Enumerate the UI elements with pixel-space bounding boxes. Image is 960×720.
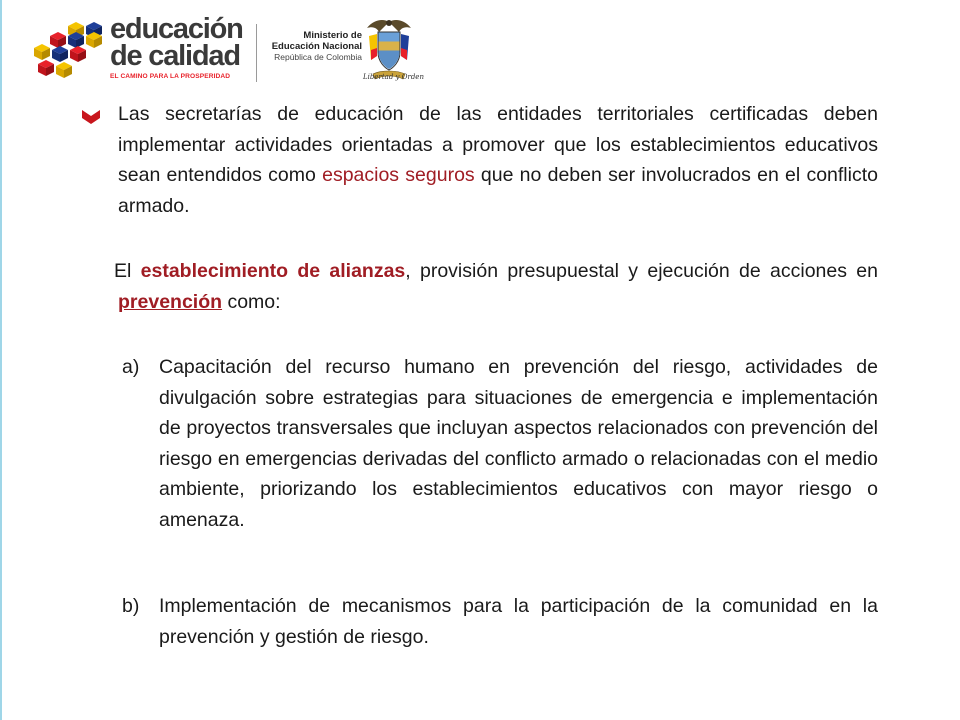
p1-text-b: que no deben ser involucrados en el conflicto armado. (118, 164, 878, 217)
brand-line-1: educación (110, 13, 243, 45)
p2-highlight-prevencion: prevención (118, 290, 223, 313)
cube-mosaic-logo-icon (30, 22, 108, 84)
paragraph-secretarias (118, 99, 878, 221)
p1-highlight-espacios-seguros: espacios seguros (322, 164, 475, 186)
list-item-label: b) (122, 595, 140, 617)
slide-left-edge (0, 0, 2, 720)
brand-line-2: de calidad (110, 40, 240, 72)
brand-tagline: EL CAMINO PARA LA PROSPERIDAD (110, 73, 231, 80)
education-brand-logo (110, 13, 245, 80)
ministry-logo-text (262, 30, 362, 63)
ministry-line-1: Ministerio de (303, 30, 362, 41)
logo-divider (256, 24, 257, 82)
ministry-line-3: República de Colombia (274, 52, 362, 62)
list-item-label: a) (122, 356, 140, 378)
paragraph-alianzas (114, 256, 878, 317)
p2-text-c: como: (222, 290, 281, 313)
coat-of-arms-motto: Libertad y Orden (363, 73, 424, 81)
p2-highlight-alianzas: establecimiento de alianzas (140, 260, 406, 282)
chevron-bullet-icon (82, 110, 100, 124)
p2-text-a: El (114, 260, 141, 282)
ministry-line-2: Educación Nacional (271, 41, 362, 52)
p1-text-a: Las secretarías de educación de las entidades territoriales certificadas deben implementar actividades orientadas a promover que los establecimientos educativos sean entendidos como (118, 103, 878, 186)
p2-text-b: , provisión presupuestal y ejecución de acciones en (405, 260, 878, 282)
list-item-text: Implementación de mecanismos para la participación de la comunidad en la prevención y gestión de riesgo. (159, 595, 878, 648)
list-item-text: Capacitación del recurso humano en prevención del riesgo, actividades de divulgación sobre estrategias para situaciones de emergencia e implementación de proyectos transversales que incluyan aspectos relacionados con prevención del riesgo en emergencias derivadas del conflicto armado o relacionadas con el medio ambiente, priorizando los establecimientos educativos con mayor riesgo o amenaza. (159, 356, 878, 531)
